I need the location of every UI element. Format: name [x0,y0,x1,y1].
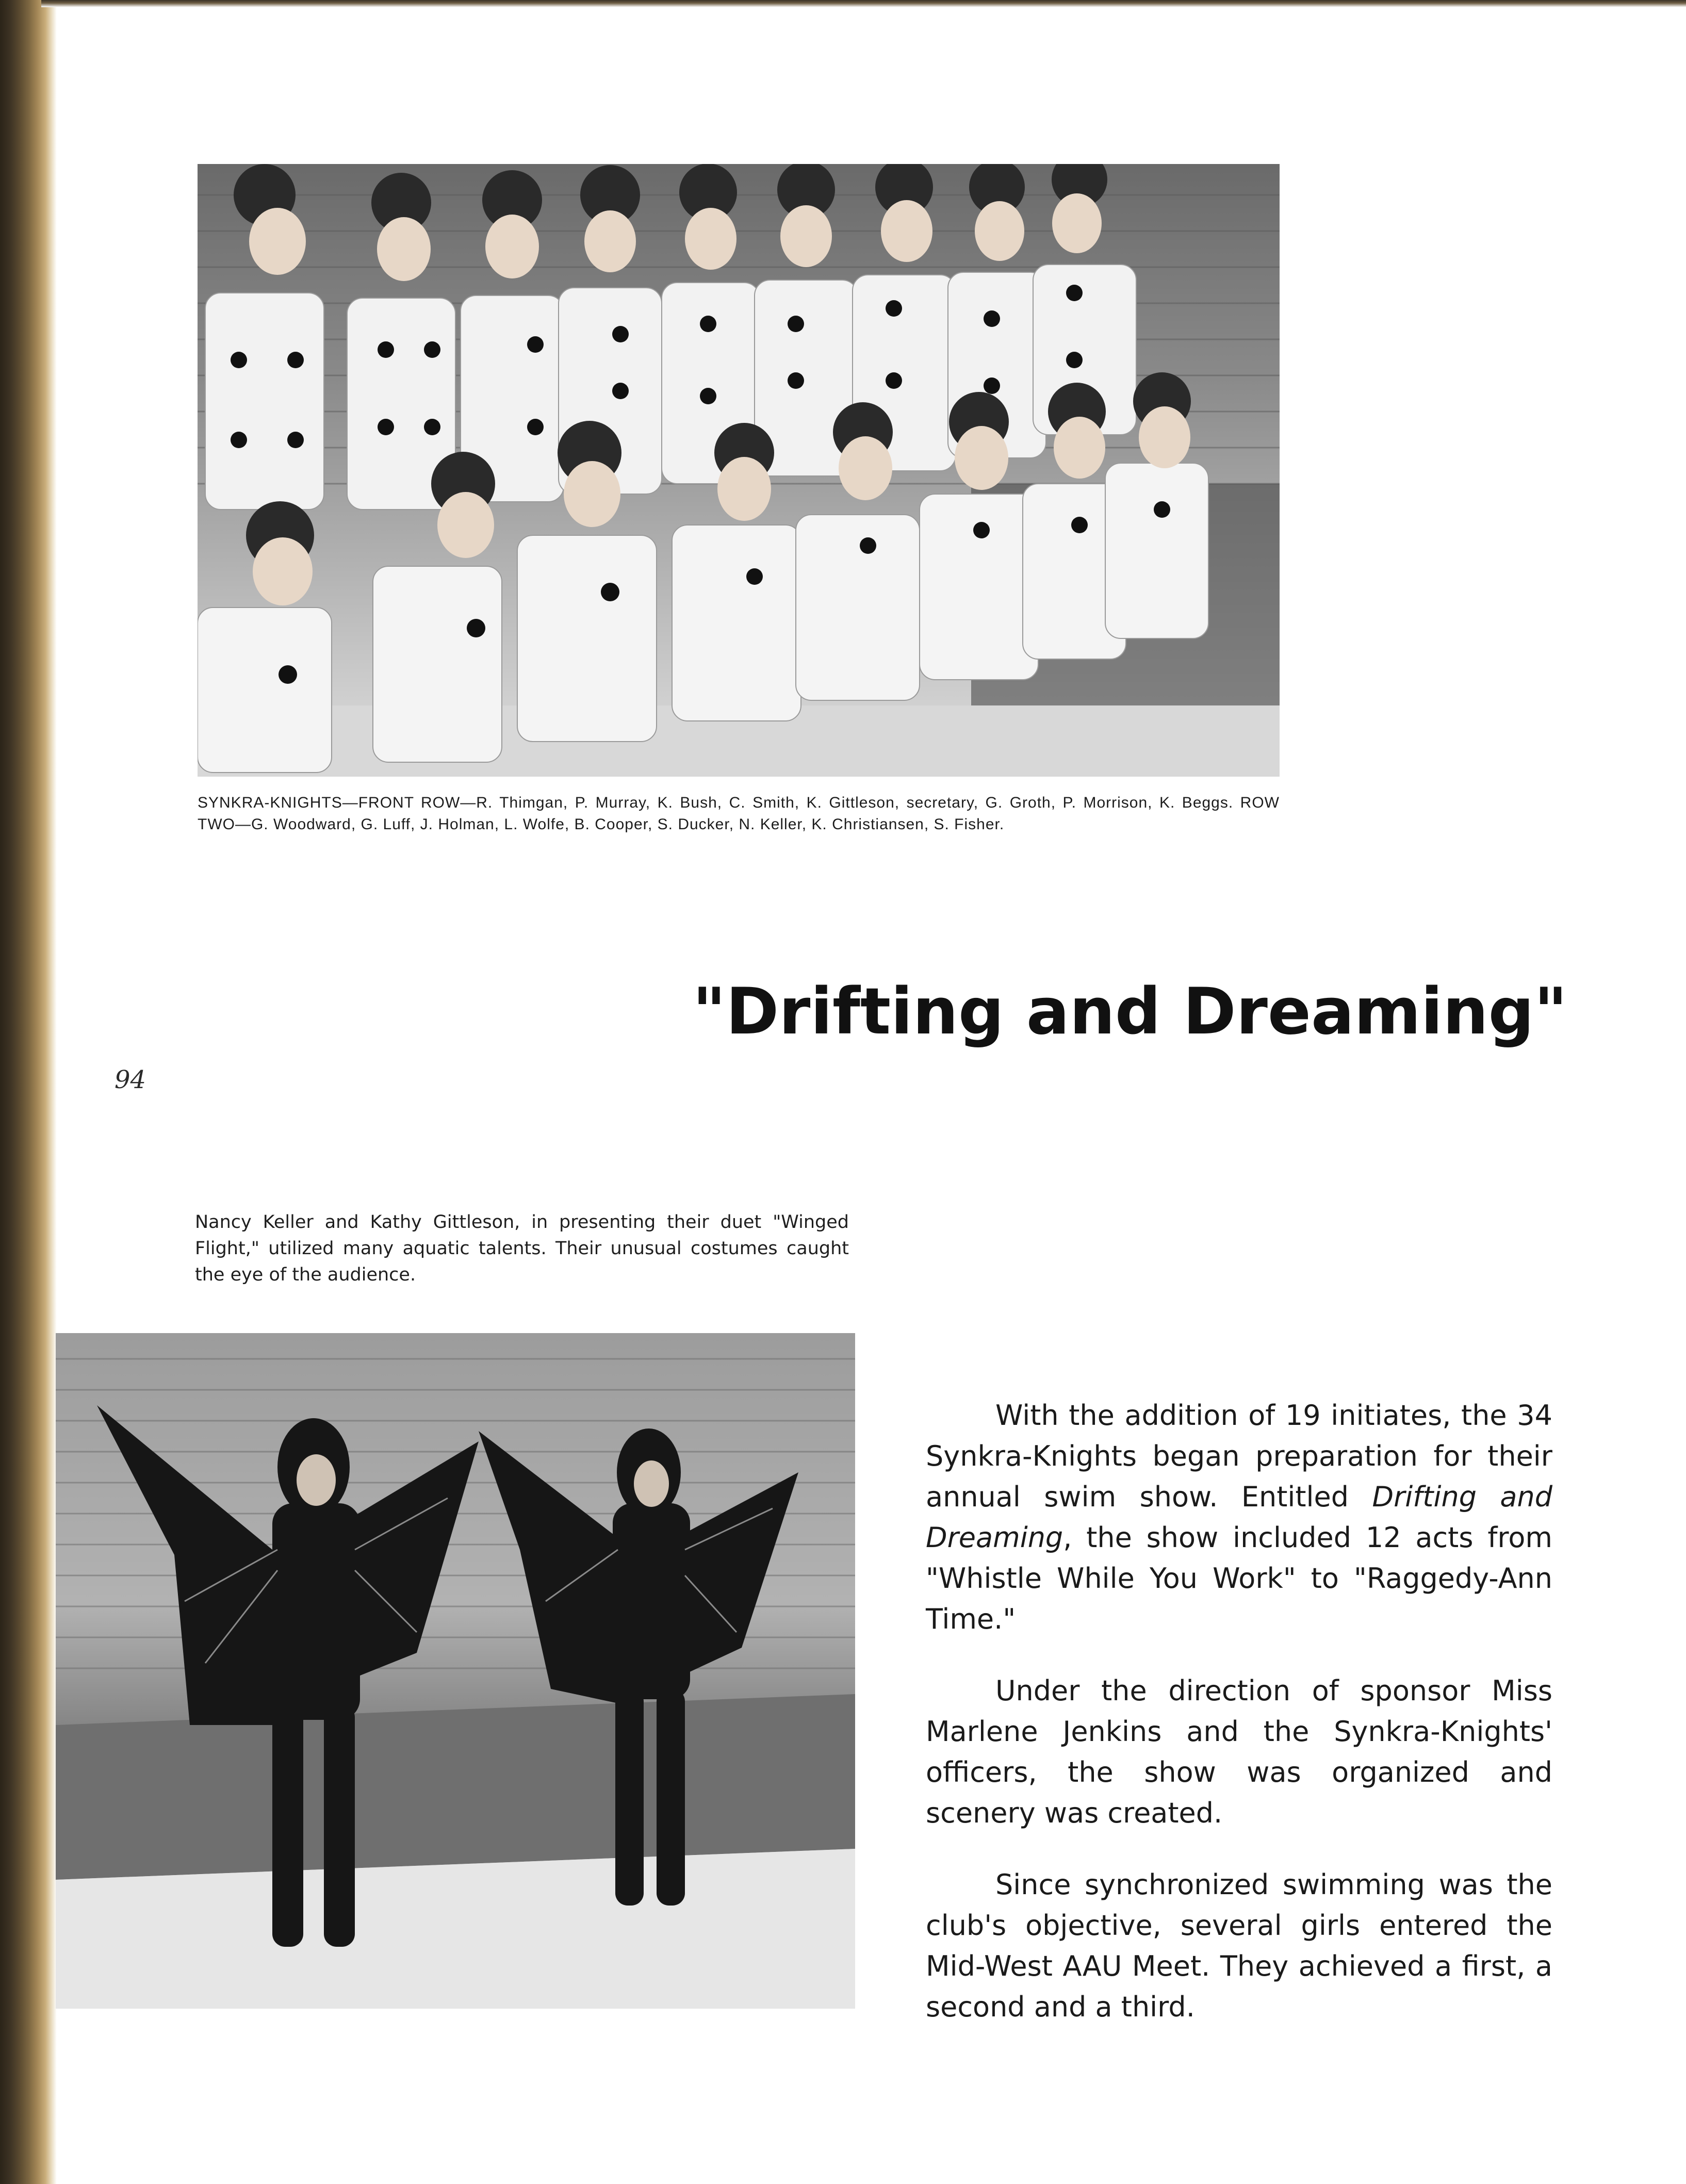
page-number: 94 [114,1065,146,1094]
article-paragraph-2: Under the direction of sponsor Miss Marlene Jenkins and the Synkra-Knights' officers, the show was organized and scenery was created. [926,1674,1552,1829]
show-title: Drifting and Dreaming [926,1481,1553,1554]
book-binding-edge [0,0,57,2184]
article-body [926,1395,1552,2058]
duet-photo-caption: Nancy Keller and Kathy Gittleson, in presenting their duet "Winged Flight," utilized many aquatic talents. Their unusual costumes caught the eye of the audience. [195,1212,849,1285]
team-photo-caption: SYNKRA-KNIGHTS—FRONT ROW—R. Thimgan, P. Murray, K. Bush, C. Smith, K. Gittleson, secretary, G. Groth, P. Morrison, K. Beggs. ROW TWO—G. Woodward, G. Luff, J. Holman, L. Wolfe, B. Cooper, S. Ducker, N. Keller, K. Christiansen, S. Fisher. [198,794,1280,833]
article-paragraph-1-text: With the addition of 19 initiates, the 34 Synkra-Knights began preparation for their annual swim show. Entitled [926,1399,1552,1513]
article-paragraph-3: Since synchronized swimming was the club's objective, several girls entered the Mid-West AAU Meet. They achieved a first, a second and a third. [926,1868,1552,2023]
article-paragraph-1-text-end: , the show included 12 acts from "Whistle While You Work" to "Raggedy-Ann Time." [926,1521,1552,1635]
synkra-knights-team-photo [198,164,1280,777]
page-top-edge [41,0,1686,7]
page-headline: "Drifting and Dreaming" [692,975,1567,1049]
article-paragraph-1 [926,1395,1552,1639]
winged-flight-duet-photo [56,1333,855,2009]
